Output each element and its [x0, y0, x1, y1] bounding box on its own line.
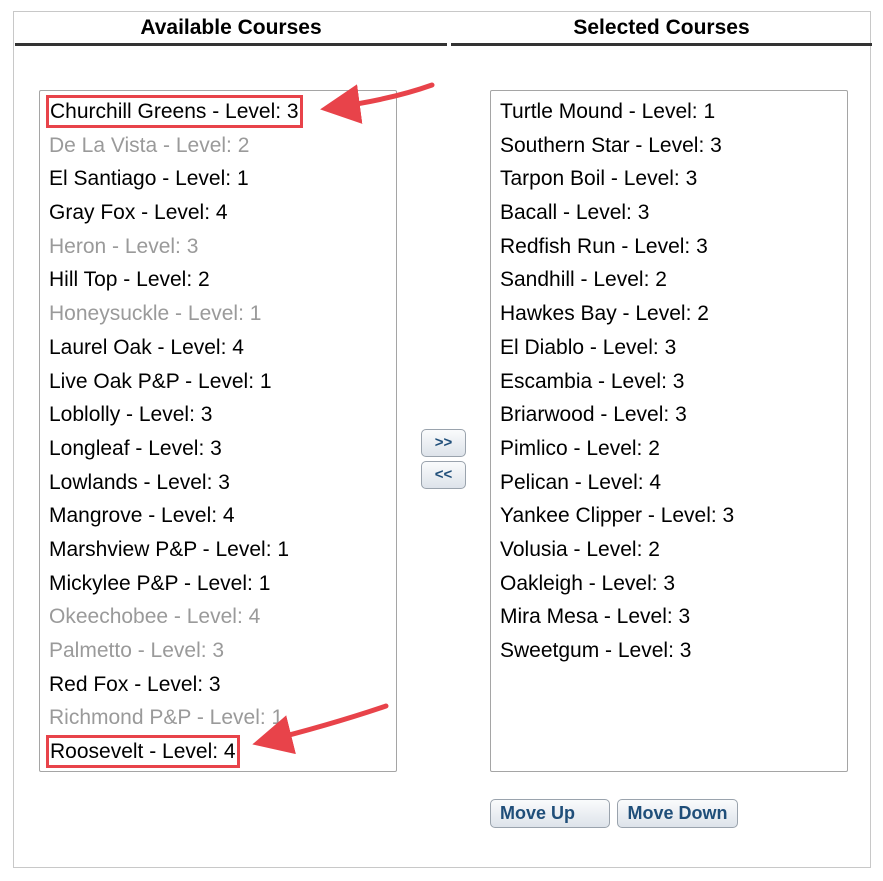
available-course-label: Mickylee P&P - Level: 1 — [49, 571, 271, 595]
available-course-item — [40, 634, 396, 668]
add-course-button[interactable]: >> — [421, 429, 466, 457]
available-course-label: Okeechobee - Level: 4 — [49, 605, 261, 629]
available-course-label: Longleaf - Level: 3 — [49, 436, 222, 460]
selected-course-item[interactable]: Briarwood - Level: 3 — [500, 403, 687, 427]
available-course-label: Lowlands - Level: 3 — [49, 470, 230, 494]
available-course-label: Palmetto - Level: 3 — [49, 639, 225, 662]
selected-courses-list[interactable] — [490, 90, 848, 772]
selected-course-item[interactable]: Oakleigh - Level: 3 — [500, 571, 676, 595]
available-course-label: Roosevelt - Level: 4 — [50, 740, 236, 764]
available-course-item[interactable] — [40, 365, 396, 399]
available-course-label: Honeysuckle - Level: 1 — [49, 302, 262, 326]
available-course-item[interactable] — [40, 499, 396, 533]
selected-course-item[interactable]: Redfish Run - Level: 3 — [500, 234, 708, 258]
available-course-label: Richmond P&P - Level: 1 — [49, 706, 284, 730]
available-course-item[interactable] — [40, 567, 396, 601]
available-course-item[interactable] — [40, 263, 396, 297]
available-course-label: Heron - Level: 3 — [49, 234, 199, 258]
selected-course-item[interactable]: Hawkes Bay - Level: 2 — [500, 302, 709, 326]
available-course-item — [40, 230, 396, 264]
selected-course-item[interactable]: Volusia - Level: 2 — [500, 537, 660, 561]
selected-course-item[interactable]: Pelican - Level: 4 — [500, 470, 662, 494]
selected-course-item[interactable]: Turtle Mound - Level: 1 — [500, 100, 716, 123]
available-course-item — [40, 701, 396, 735]
remove-course-button[interactable]: << — [421, 461, 466, 489]
available-courses-header: Available Courses — [15, 13, 447, 46]
selected-course-item[interactable]: Yankee Clipper - Level: 3 — [500, 504, 735, 528]
available-course-label: Live Oak P&P - Level: 1 — [49, 369, 272, 393]
available-course-item[interactable] — [40, 331, 396, 365]
available-course-label: Churchill Greens - Level: 3 — [50, 100, 299, 123]
selected-course-item[interactable]: Mira Mesa - Level: 3 — [500, 605, 691, 629]
selected-course-item[interactable]: El Diablo - Level: 3 — [500, 335, 677, 359]
selected-course-item[interactable]: Tarpon Boil - Level: 3 — [500, 167, 698, 191]
move-down-button[interactable]: Move Down — [617, 799, 738, 828]
available-course-item[interactable] — [40, 735, 396, 769]
selected-course-item[interactable]: Bacall - Level: 3 — [500, 201, 650, 225]
available-course-label: Marshview P&P - Level: 1 — [49, 537, 290, 561]
available-course-item[interactable] — [40, 533, 396, 567]
selected-course-item[interactable]: Sweetgum - Level: 3 — [500, 639, 692, 662]
available-course-item[interactable] — [40, 95, 396, 129]
available-course-item — [40, 297, 396, 331]
available-course-item — [40, 129, 396, 163]
available-course-label: Laurel Oak - Level: 4 — [49, 335, 244, 359]
available-course-item[interactable] — [40, 196, 396, 230]
available-course-item[interactable] — [40, 432, 396, 466]
available-course-item[interactable] — [40, 466, 396, 500]
available-course-label: Red Fox - Level: 3 — [49, 672, 221, 696]
selected-course-item[interactable]: Pimlico - Level: 2 — [500, 436, 660, 460]
available-course-label: Loblolly - Level: 3 — [49, 403, 213, 427]
available-course-item[interactable] — [40, 162, 396, 196]
available-course-label: De La Vista - Level: 2 — [49, 133, 250, 157]
available-course-label: Gray Fox - Level: 4 — [49, 201, 228, 225]
available-course-label: Hill Top - Level: 2 — [49, 268, 210, 292]
available-course-item[interactable] — [40, 398, 396, 432]
available-courses-list[interactable] — [39, 90, 397, 772]
available-course-label: El Santiago - Level: 1 — [49, 167, 249, 191]
available-course-item — [40, 600, 396, 634]
selected-course-item[interactable]: Southern Star - Level: 3 — [500, 133, 722, 157]
selected-courses-header: Selected Courses — [451, 13, 872, 46]
move-up-button[interactable]: Move Up — [490, 799, 610, 828]
available-course-label: Mangrove - Level: 4 — [49, 504, 235, 528]
selected-course-item[interactable]: Sandhill - Level: 2 — [500, 268, 667, 292]
selected-course-item[interactable]: Escambia - Level: 3 — [500, 369, 685, 393]
available-course-item[interactable] — [40, 668, 396, 702]
